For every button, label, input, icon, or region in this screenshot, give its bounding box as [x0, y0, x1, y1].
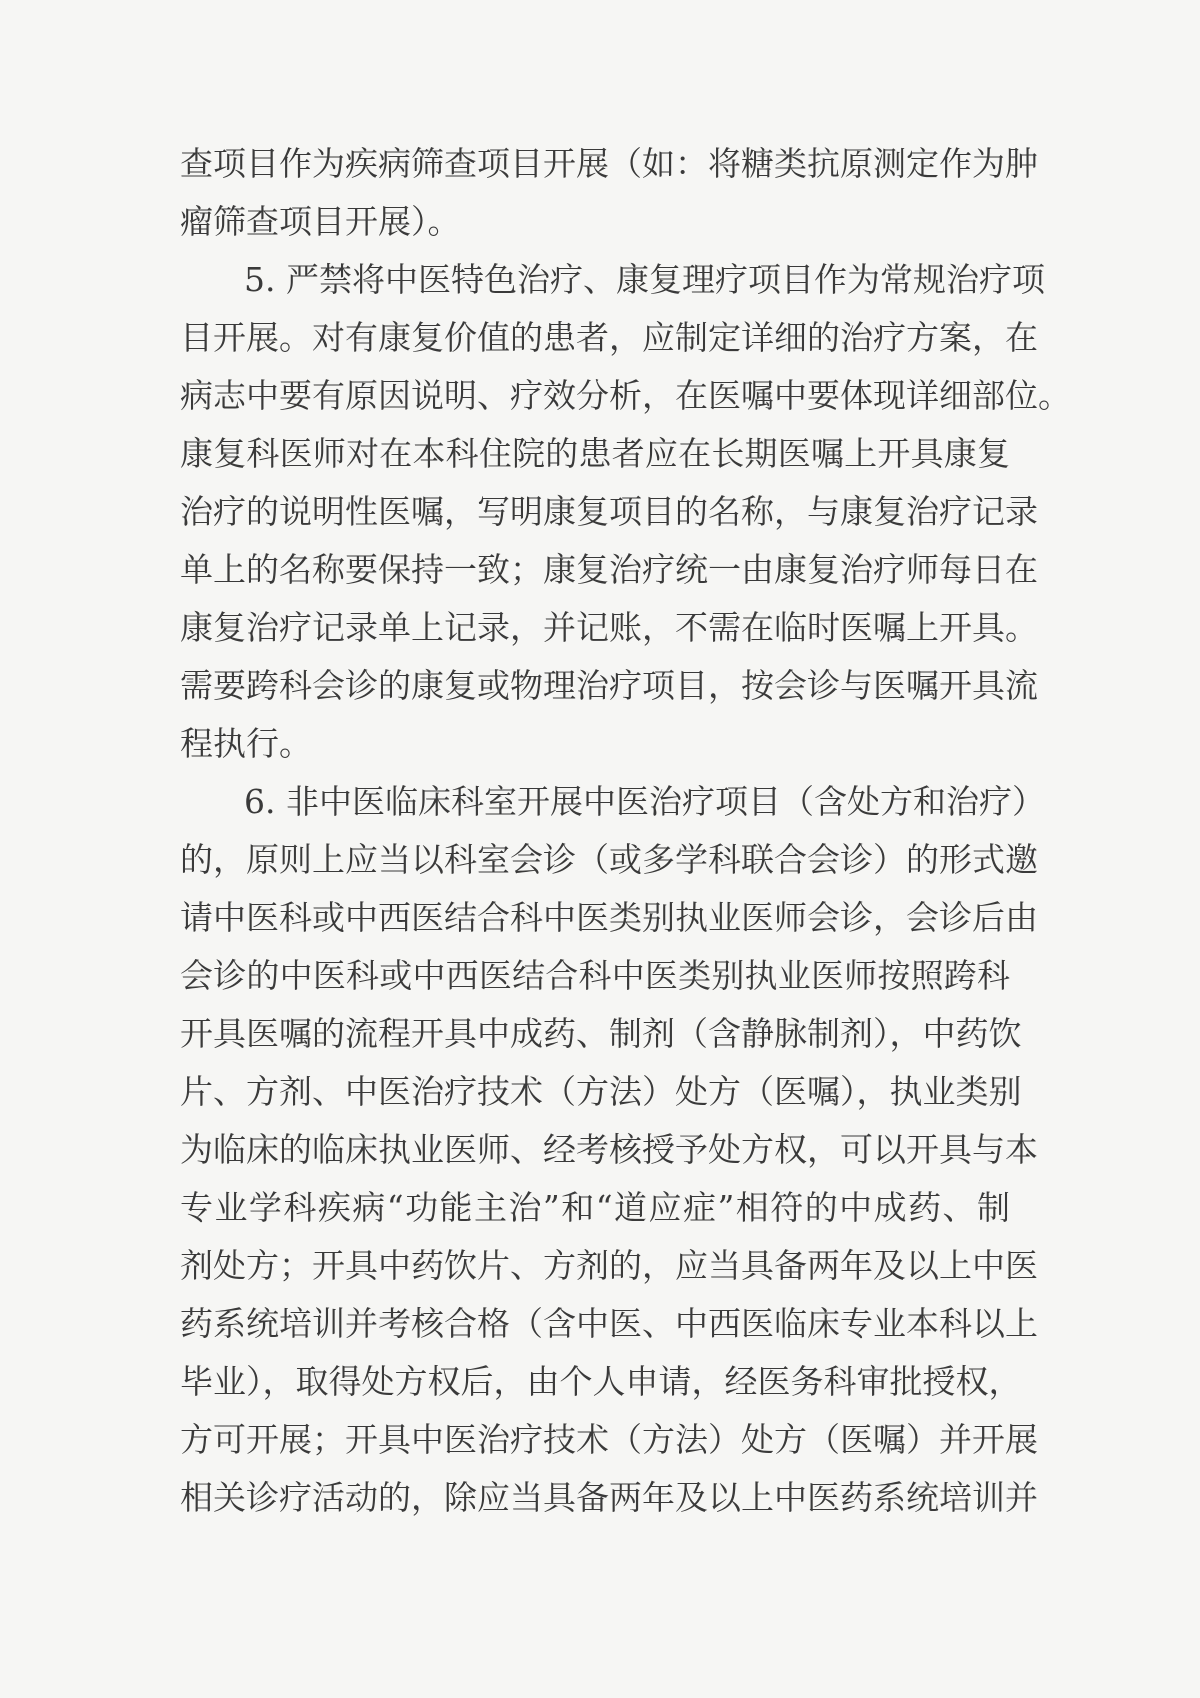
- paragraph-6-start: 6. 非中医临床科室开展中医治疗项目（含处方和治疗）: [244, 782, 1045, 821]
- text-line: 康复科医师对在本科住院的患者应在长期医嘱上开具康复: [180, 434, 1010, 473]
- text-line: 会诊的中医科或中西医结合科中医类别执业医师按照跨科: [180, 956, 1010, 995]
- text-line: 专业学科疾病“功能主治”和“道应症”相符的中成药、制: [180, 1188, 1010, 1227]
- text-line: 开具医嘱的流程开具中成药、制剂（含静脉制剂），中药饮: [180, 1014, 1022, 1053]
- paragraph-5-start: 5. 严禁将中医特色治疗、康复理疗项目作为常规治疗项: [244, 260, 1045, 299]
- text-line: 目开展。对有康复价值的患者，应制定详细的治疗方案，在: [180, 318, 1038, 357]
- text-line: 请中医科或中西医结合科中医类别执业医师会诊，会诊后由: [180, 898, 1038, 937]
- text-line: 瘤筛查项目开展）。: [180, 202, 461, 241]
- text-line: 的，原则上应当以科室会诊（或多学科联合会诊）的形式邀: [180, 840, 1038, 879]
- text-line: 单上的名称要保持一致；康复治疗统一由康复治疗师每日在: [180, 550, 1038, 589]
- text-line: 相关诊疗活动的，除应当具备两年及以上中医药系统培训并: [180, 1478, 1038, 1517]
- text-line: 查项目作为疾病筛查项目开展（如：将糖类抗原测定作为肿: [180, 144, 1038, 183]
- text-line: 药系统培训并考核合格（含中医、中西医临床专业本科以上: [180, 1304, 1038, 1343]
- text-line: 需要跨科会诊的康复或物理治疗项目，按会诊与医嘱开具流: [180, 666, 1038, 705]
- text-line: 程执行。: [180, 724, 312, 763]
- text-line: 治疗的说明性医嘱，写明康复项目的名称，与康复治疗记录: [180, 492, 1038, 531]
- text-line: 毕业），取得处方权后，由个人申请，经医务科审批授权，: [180, 1362, 1022, 1401]
- text-line: 剂处方；开具中药饮片、方剂的，应当具备两年及以上中医: [180, 1246, 1038, 1285]
- text-line: 为临床的临床执业医师、经考核授予处方权，可以开具与本: [180, 1130, 1038, 1169]
- text-line: 方可开展；开具中医治疗技术（方法）处方（医嘱）并开展: [180, 1420, 1038, 1459]
- text-line: 片、方剂、中医治疗技术（方法）处方（医嘱），执业类别: [180, 1072, 1022, 1111]
- text-line: 病志中要有原因说明、疗效分析，在医嘱中要体现详细部位。: [180, 376, 1071, 415]
- text-line: 康复治疗记录单上记录，并记账，不需在临时医嘱上开具。: [180, 608, 1038, 647]
